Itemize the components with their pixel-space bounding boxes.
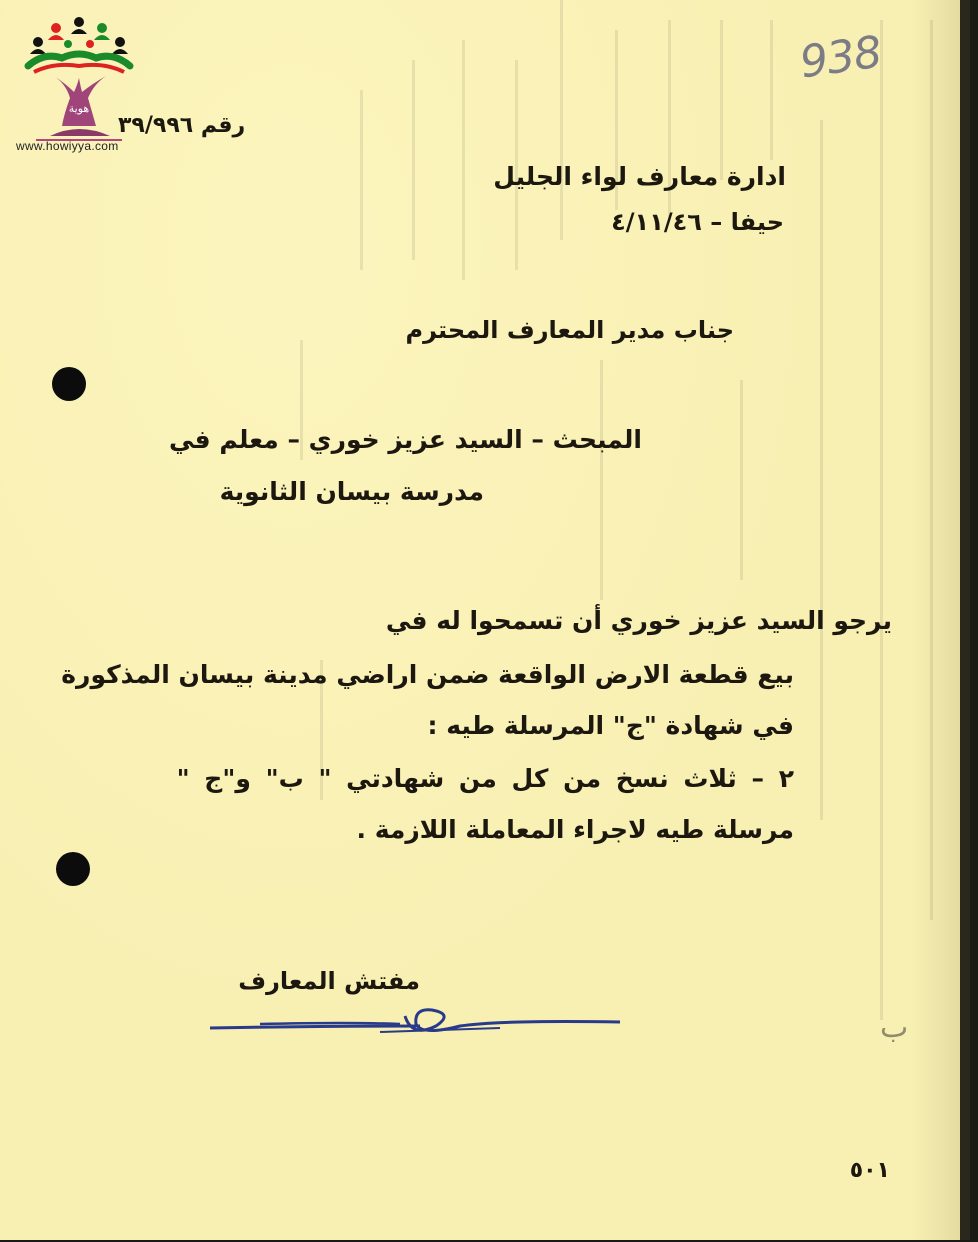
place-date: حيفا – ٤/١١/٤٦ (611, 208, 784, 236)
office-name: ادارة معارف لواء الجليل (493, 162, 786, 191)
punch-hole (56, 852, 90, 886)
svg-text:هوية: هوية (68, 102, 90, 115)
bleed-mark (880, 20, 883, 1020)
subject-line-2: مدرسة بيسان الثانوية (219, 477, 484, 506)
logo-url: www.howiyya.com (16, 139, 119, 153)
body-line-4: ٢ – ثلاث نسخ من كل من شهادتي " ب" و"ج " (176, 764, 794, 793)
addressee: جناب مدير المعارف المحترم (405, 316, 734, 344)
bleed-mark (770, 20, 773, 160)
body-line-3: في شهادة "ج" المرسلة طيه : (427, 711, 794, 740)
page-edge (960, 0, 970, 1240)
punch-hole (52, 367, 86, 401)
subject-line-1: المبحث – السيد عزيز خوري – معلم في (169, 425, 642, 454)
bleed-mark (820, 120, 823, 820)
bleed-mark (360, 90, 363, 270)
signature-title: مفتش المعارف (238, 967, 420, 995)
bleed-mark (720, 20, 723, 180)
logo-tree (36, 76, 122, 140)
bleed-mark (930, 20, 933, 920)
body-line-2: بيع قطعة الارض الواقعة ضمن اراضي مدينة بيسان المذكورة (61, 660, 794, 689)
footer-code: ٥٠١ (849, 1158, 890, 1183)
body-line-5: مرسلة طيه لاجراء المعاملة اللازمة . (356, 815, 794, 844)
signature (200, 996, 640, 1046)
bleed-mark (462, 40, 465, 280)
reference-number: رقم ٣٩/٩٩٦ (118, 113, 246, 138)
bleed-mark (600, 360, 603, 600)
stray-mark: ب (880, 1010, 909, 1045)
handwritten-number: 938 (796, 26, 885, 89)
body-line-1: يرجو السيد عزيز خوري أن تسمحوا له في (385, 606, 892, 635)
bleed-mark (740, 380, 743, 580)
logo-people-ring (28, 17, 130, 72)
bleed-mark (412, 60, 415, 260)
bleed-mark (560, 0, 563, 240)
